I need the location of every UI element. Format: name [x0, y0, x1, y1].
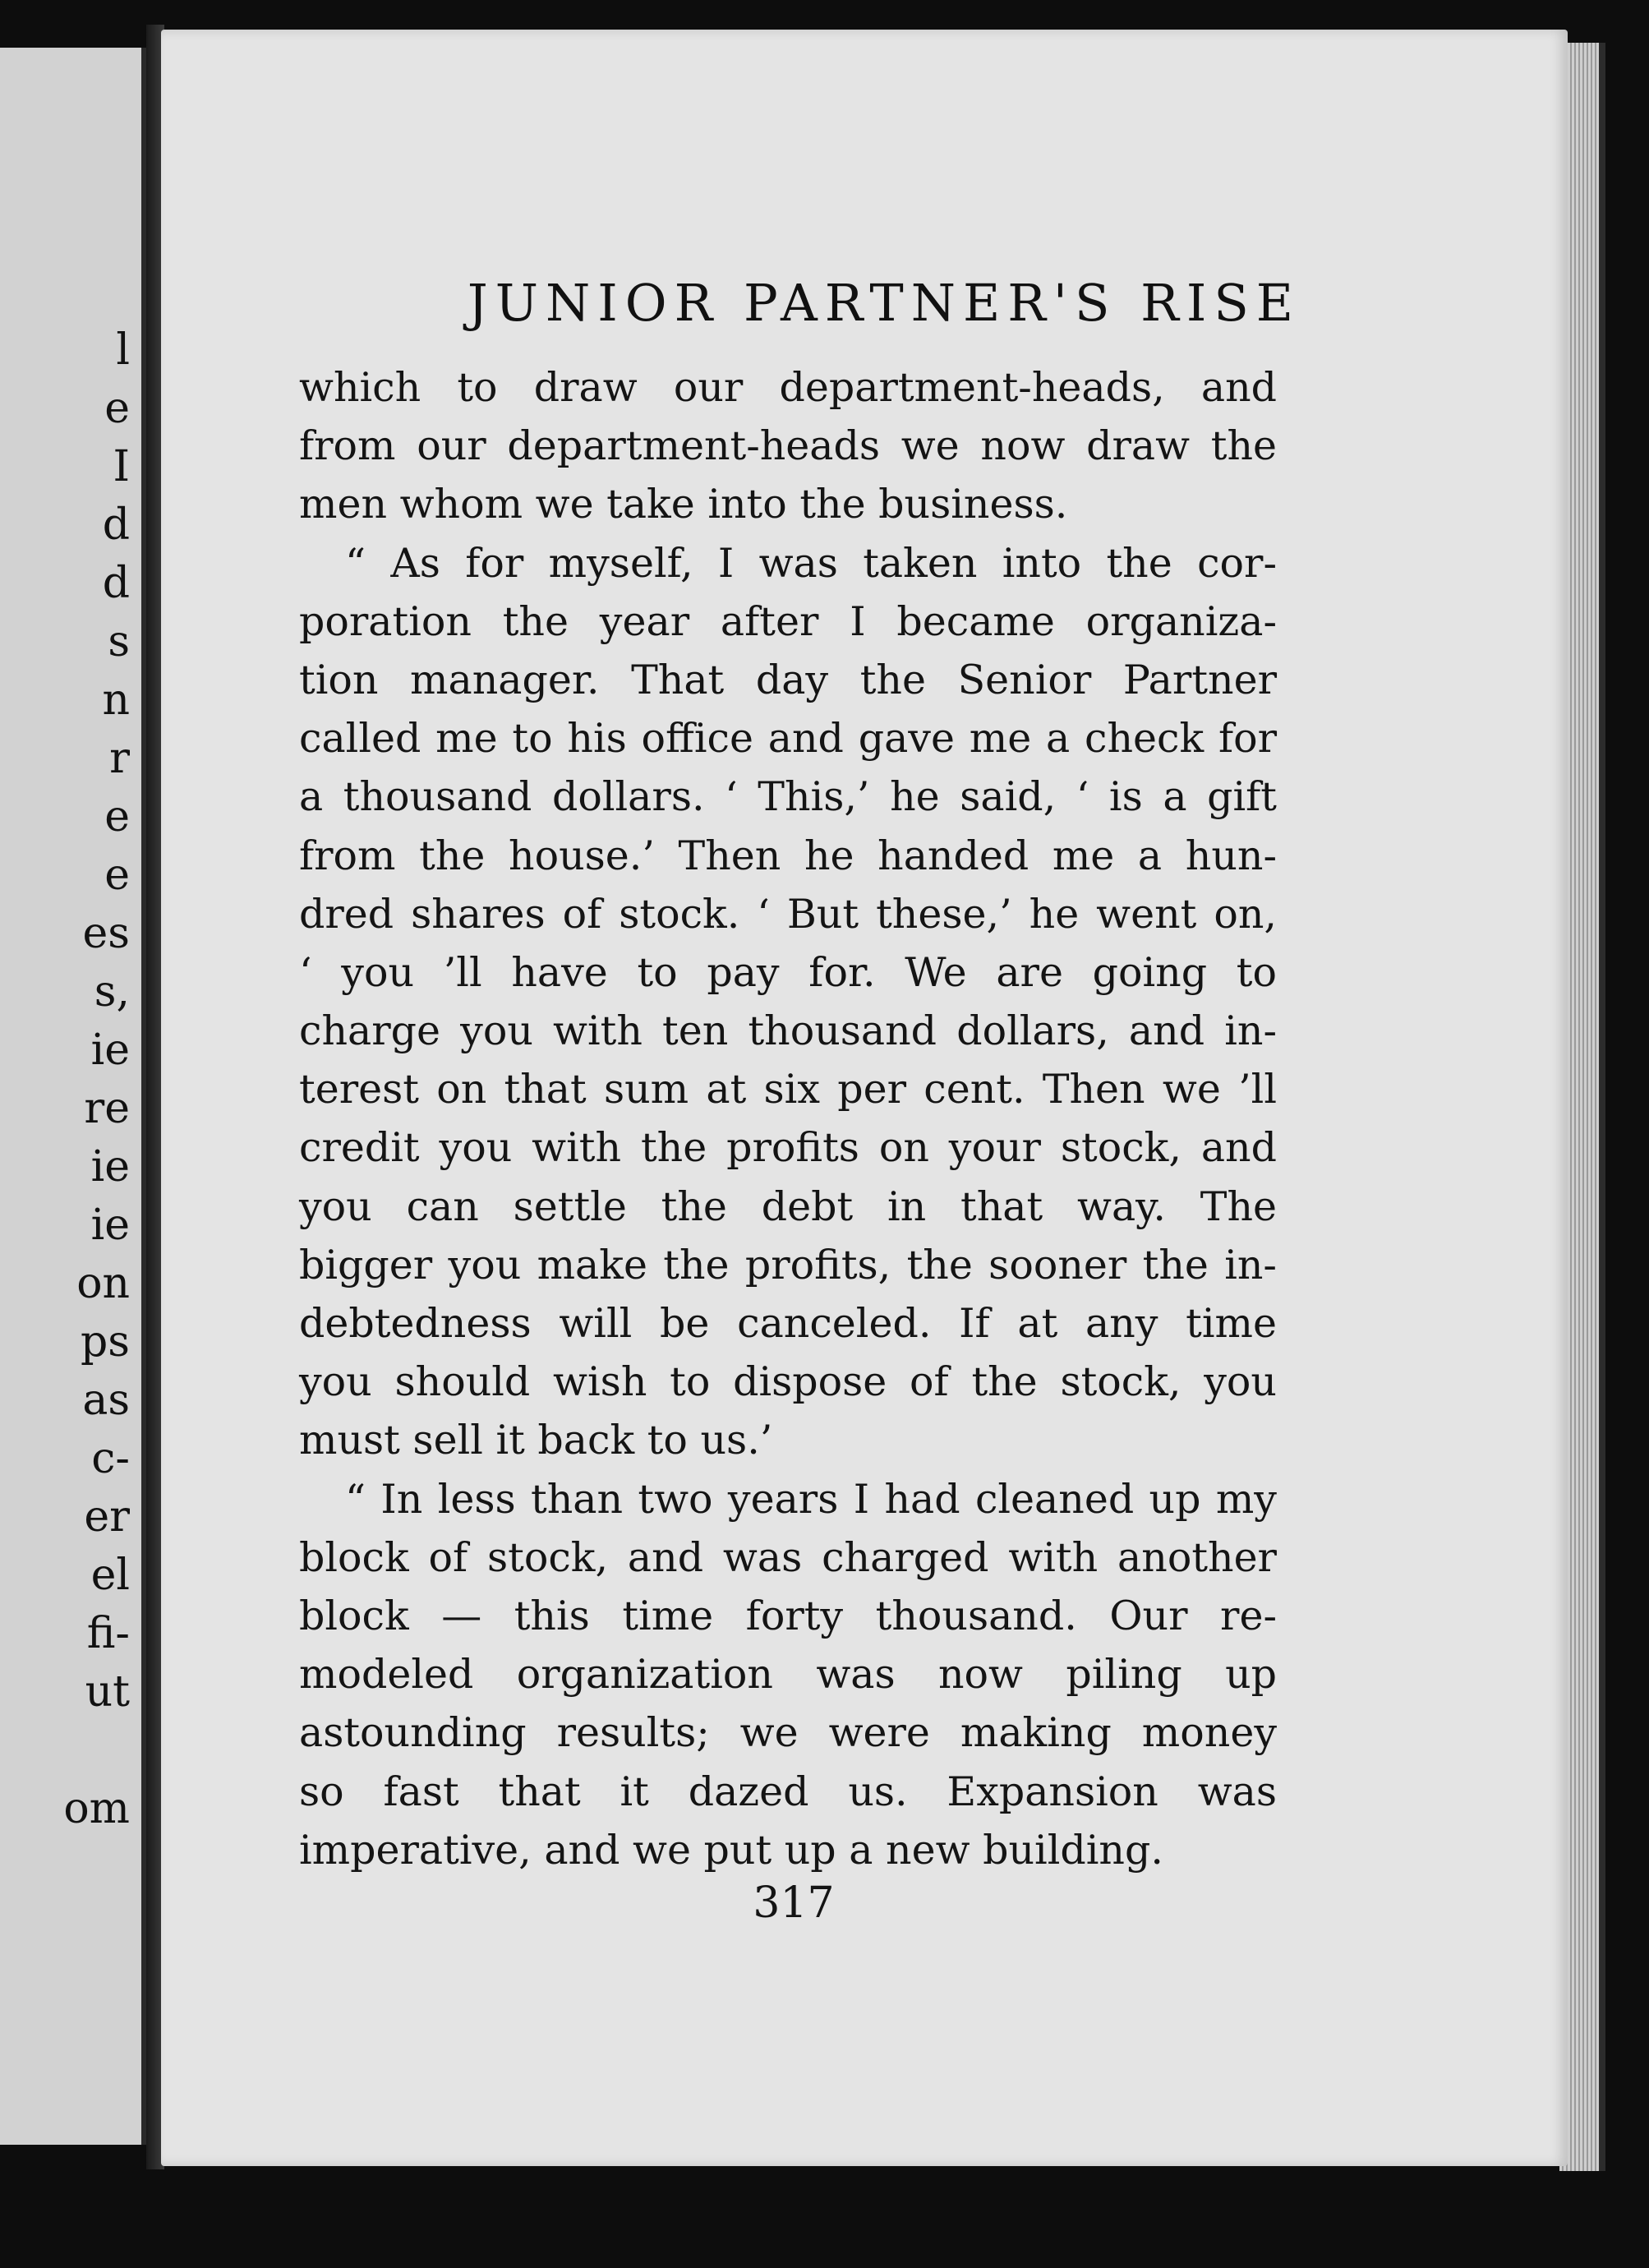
text-line: a thousand dollars. ‘ This,’ he said, ‘ is a gift	[299, 773, 1277, 821]
previous-page-line-end: ut	[85, 1667, 130, 1717]
text-line: imperative, and we put up a new building.	[299, 1826, 1163, 1874]
previous-page-line-end: om	[63, 1784, 130, 1833]
previous-page-line-end: s,	[94, 967, 130, 1016]
previous-page-line-end: c-	[91, 1434, 130, 1483]
previous-page-line-end: es	[82, 909, 130, 958]
page-number: 317	[753, 1878, 835, 1928]
previous-page-line-end: n	[102, 675, 130, 725]
previous-page-line-end: as	[82, 1376, 130, 1425]
previous-page-line-end: er	[84, 1492, 130, 1542]
running-head: JUNIOR PARTNER'S RISE	[467, 273, 1301, 333]
previous-page-line-end: fi-	[86, 1609, 130, 1658]
text-line: modeled organization was now piling up	[299, 1651, 1277, 1699]
text-line: “ As for myself, I was taken into the cor-	[345, 539, 1277, 587]
previous-page-line-end: r	[109, 734, 130, 783]
previous-page-line-end: s	[108, 617, 130, 666]
previous-page-line-end: ie	[90, 1142, 130, 1192]
text-line: bigger you make the profits, the sooner the in-	[299, 1241, 1277, 1288]
previous-page-line-end: ie	[90, 1026, 130, 1075]
text-line: you can settle the debt in that way. The	[299, 1182, 1277, 1230]
text-line: from our department-heads we now draw the	[299, 422, 1277, 470]
text-line: called me to his office and gave me a check for	[299, 715, 1277, 763]
text-line: terest on that sum at six per cent. Then we ’ll	[299, 1066, 1277, 1113]
text-line: from the house.’ Then he handed me a hun-	[299, 832, 1277, 879]
text-line: you should wish to dispose of the stock, you	[299, 1358, 1277, 1406]
text-line: ‘ you ’ll have to pay for. We are going to	[299, 948, 1277, 996]
text-line: tion manager. That day the Senior Partner	[299, 656, 1277, 703]
previous-page-line-end: e	[104, 792, 130, 841]
text-line: poration the year after I became organiza-	[299, 597, 1277, 645]
text-line: “ In less than two years I had cleaned up my	[345, 1475, 1277, 1523]
text-line: credit you with the profits on your stock, and	[299, 1124, 1277, 1172]
text-line: block — this time forty thousand. Our re-	[299, 1592, 1277, 1639]
text-line: so fast that it dazed us. Expansion was	[299, 1768, 1277, 1815]
text-line: debtedness will be canceled. If at any time	[299, 1300, 1277, 1347]
body-text	[299, 358, 1277, 1879]
previous-page-line-end: ie	[90, 1201, 130, 1250]
previous-page-line-end: d	[102, 559, 130, 608]
previous-page-line-end: ps	[81, 1317, 130, 1367]
text-line: men whom we take into the business.	[299, 481, 1068, 528]
text-line: astounding results; we were making money	[299, 1709, 1277, 1757]
previous-page-line-end: d	[102, 500, 130, 550]
book-page	[161, 30, 1568, 2166]
text-line: block of stock, and was charged with another	[299, 1533, 1277, 1581]
previous-page-line-end: e	[104, 384, 130, 433]
previous-page-line-end: el	[90, 1551, 130, 1600]
previous-page-line-end: I	[113, 442, 130, 491]
text-line: which to draw our department-heads, and	[299, 364, 1277, 411]
text-line: must sell it back to us.’	[299, 1417, 773, 1464]
previous-page-line-end: re	[84, 1084, 130, 1133]
previous-page-line-end: e	[104, 850, 130, 900]
previous-page-fragment	[0, 48, 146, 2145]
text-line: charge you with ten thousand dollars, and in-	[299, 1007, 1277, 1055]
previous-page-line-end: l	[116, 325, 130, 375]
text-line: dred shares of stock. ‘ But these,’ he went on,	[299, 890, 1277, 938]
previous-page-line-end: on	[76, 1259, 130, 1308]
